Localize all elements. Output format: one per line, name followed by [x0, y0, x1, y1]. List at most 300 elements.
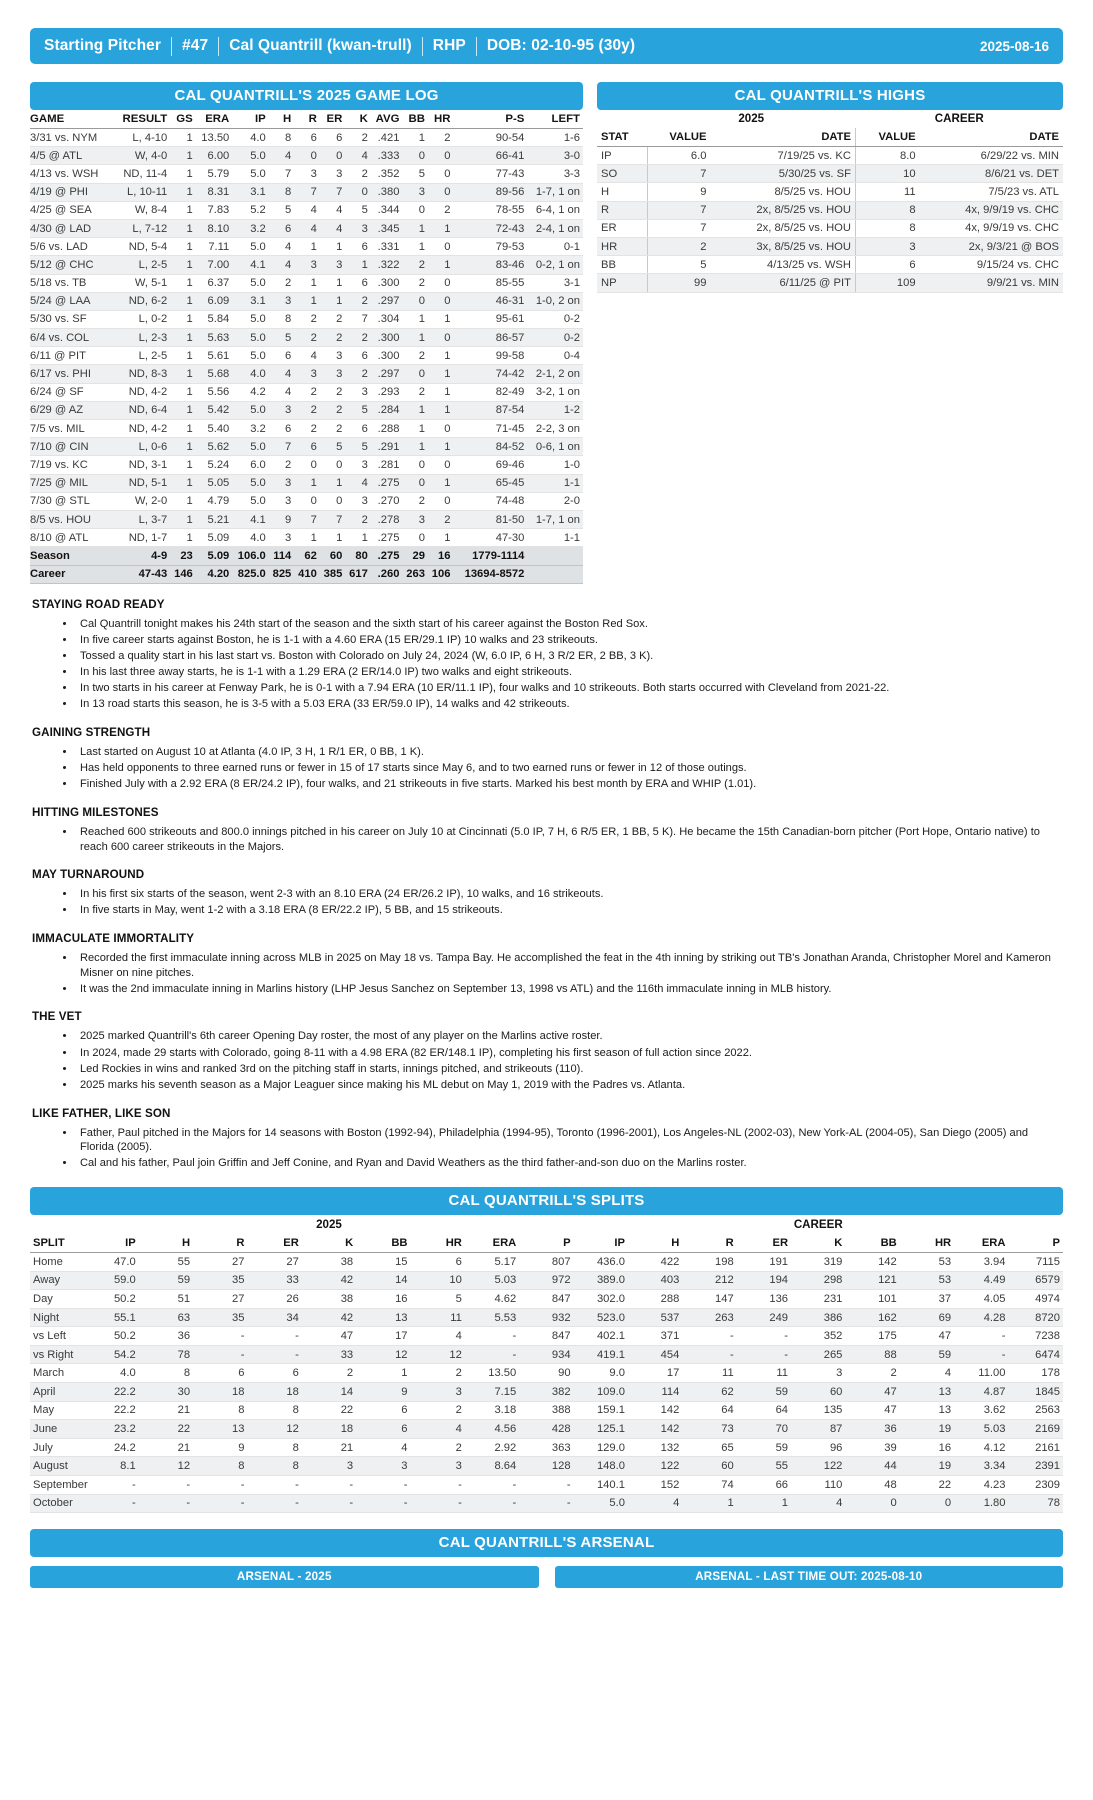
game-log-cell: 6: [269, 219, 295, 237]
game-log-cell: 1: [170, 219, 196, 237]
game-log-cell: .288: [371, 420, 403, 438]
splits-row: [30, 1345, 1063, 1364]
game-log-cell: 0: [402, 456, 428, 474]
game-log-cell: 4: [345, 147, 371, 165]
game-log-cell: 5.09: [196, 529, 233, 547]
game-log-cell: 0: [345, 183, 371, 201]
splits-cell: 9: [193, 1438, 247, 1457]
highs-cell: 9: [647, 183, 710, 201]
game-log-cell: 1: [320, 274, 346, 292]
game-log-cell: 0: [402, 474, 428, 492]
splits-cell: 21: [139, 1438, 193, 1457]
splits-col-3: R: [193, 1234, 247, 1253]
game-log-cell: 1: [402, 310, 428, 328]
game-log-cell: 6: [345, 238, 371, 256]
splits-cell: 142: [628, 1401, 682, 1420]
game-log-cell: 3: [320, 256, 346, 274]
game-log-cell: 0: [428, 147, 454, 165]
splits-col-15: BB: [845, 1234, 899, 1253]
game-log-cell: 8.31: [196, 183, 233, 201]
game-log-cell: 8: [269, 183, 295, 201]
splits-col-18: P: [1008, 1234, 1063, 1253]
game-log-cell: 5.68: [196, 365, 233, 383]
note-item: • Has held opponents to three earned runs or fewer in 15 of 17 starts since May 6, and to two earned runs or fewer in 12 of those outings.: [76, 761, 1063, 776]
splits-cell: 148.0: [574, 1457, 628, 1476]
splits-cell: 363: [519, 1438, 573, 1457]
splits-cell: 537: [628, 1308, 682, 1327]
splits-cell: 125.1: [574, 1420, 628, 1439]
note-item: • Father, Paul pitched in the Majors for 14 seasons with Boston (1992-94), Philadelphia (1994-95), Toronto (1996-2001), Los Angeles-NL (2002-03), New York-AL (2004-05), San Diego (2005) and Florida (2005).: [76, 1126, 1063, 1155]
splits-cell: 7238: [1008, 1327, 1063, 1346]
game-log-cell: 5.0: [232, 401, 269, 419]
highs-cell: 4/13/25 vs. WSH: [710, 256, 855, 274]
splits-cell: 6579: [1008, 1271, 1063, 1290]
splits-cell: 7.15: [465, 1383, 519, 1402]
splits-cell: 15: [356, 1252, 410, 1271]
highs-cell: 2: [647, 237, 710, 255]
game-log-cell: 1: [170, 274, 196, 292]
splits-col-12: R: [682, 1234, 736, 1253]
highs-cell: 99: [647, 274, 710, 292]
game-log-cell: 1: [170, 201, 196, 219]
splits-cell: 4974: [1008, 1290, 1063, 1309]
game-log-cell: 1: [402, 129, 428, 147]
splits-cell: 3: [356, 1457, 410, 1476]
game-log-cell: 3: [269, 529, 295, 547]
game-log-row: [30, 329, 583, 347]
splits-cell: 8: [247, 1457, 301, 1476]
game-log-total-cell: [527, 565, 583, 583]
note-list: [30, 745, 1063, 792]
game-log-cell: 1: [320, 529, 346, 547]
game-log-cell: 5.0: [232, 274, 269, 292]
game-log-cell: 1-6: [527, 129, 583, 147]
splits-cell: 8: [139, 1364, 193, 1383]
note-item: • 2025 marked Quantrill's 6th career Opening Day roster, the most of any player on the Marlins active roster.: [76, 1029, 1063, 1044]
splits-cell: 6474: [1008, 1345, 1063, 1364]
game-log-cell: 2: [320, 329, 346, 347]
splits-cell: 140.1: [574, 1476, 628, 1495]
player-dob: DOB: 02-10-95 (30y): [486, 37, 636, 54]
highs-cell: 4x, 9/9/19 vs. CHC: [920, 201, 1063, 219]
game-log-cell: 4: [269, 147, 295, 165]
game-log-cell: 2: [320, 401, 346, 419]
splits-cell: -: [411, 1494, 465, 1513]
game-log-cell: 0: [428, 165, 454, 183]
game-log-row: [30, 438, 583, 456]
game-log-row: [30, 474, 583, 492]
splits-cell: -: [193, 1345, 247, 1364]
splits-col-2: H: [139, 1234, 193, 1253]
splits-cell: 4.28: [954, 1308, 1008, 1327]
highs-cell: 2x, 8/5/25 vs. HOU: [710, 219, 855, 237]
game-log-cell: W, 5-1: [114, 274, 170, 292]
splits-cell: October: [30, 1494, 84, 1513]
note-heading: IMMACULATE IMMORTALITY: [32, 932, 195, 946]
game-log-col-p-s: P-S: [453, 110, 527, 129]
game-log-cell: 1-7, 1 on: [527, 183, 583, 201]
splits-cell: 386: [791, 1308, 845, 1327]
highs-cell: 5/30/25 vs. SF: [710, 165, 855, 183]
player-header-identity: [44, 37, 635, 56]
highs-cell: 8: [855, 201, 919, 219]
game-log-cell: 5.0: [232, 165, 269, 183]
splits-cell: 352: [791, 1327, 845, 1346]
game-log-cell: 6.37: [196, 274, 233, 292]
splits-cell: 2: [411, 1438, 465, 1457]
splits-cell: 34: [247, 1308, 301, 1327]
game-log-cell: 5.84: [196, 310, 233, 328]
game-log-cell: 0-2: [527, 329, 583, 347]
game-log-cell: .278: [371, 510, 403, 528]
note-list: [30, 951, 1063, 996]
game-log-cell: 0-2: [527, 310, 583, 328]
highs-row: [597, 165, 1063, 183]
game-log-cell: 6-4, 1 on: [527, 201, 583, 219]
game-log-cell: 0: [320, 492, 346, 510]
note-list: [30, 1126, 1063, 1171]
splits-cell: 191: [737, 1252, 791, 1271]
splits-col-1: IP: [84, 1234, 138, 1253]
note-item: • In five starts in May, went 1-2 with a 3.18 ERA (8 ER/22.2 IP), 5 BB, and 15 strikeouts.: [76, 903, 1063, 918]
game-log-cell: 1: [402, 219, 428, 237]
highs-table: [597, 110, 1063, 293]
game-log-cell: 2-2, 3 on: [527, 420, 583, 438]
game-log-cell: .300: [371, 329, 403, 347]
game-log-col-ip: IP: [232, 110, 269, 129]
game-log-cell: 1: [294, 529, 320, 547]
game-log-cell: 1: [428, 347, 454, 365]
splits-cell: 55: [139, 1252, 193, 1271]
game-log-cell: 4/30 @ LAD: [30, 219, 114, 237]
game-log-cell: .297: [371, 292, 403, 310]
splits-cell: Home: [30, 1252, 84, 1271]
highs-col-1: VALUE: [647, 128, 710, 147]
splits-cell: 8: [247, 1438, 301, 1457]
game-log-cell: 7: [269, 438, 295, 456]
splits-cell: 22: [900, 1476, 954, 1495]
splits-group-row: [30, 1215, 1063, 1234]
game-log-cell: 1: [170, 183, 196, 201]
splits-cell: -: [356, 1494, 410, 1513]
splits-cell: 2309: [1008, 1476, 1063, 1495]
game-log-cell: ND, 3-1: [114, 456, 170, 474]
game-log-cell: 0: [294, 456, 320, 474]
splits-row: [30, 1401, 1063, 1420]
splits-cell: March: [30, 1364, 84, 1383]
game-log-total-cell: 1779-1114: [453, 547, 527, 565]
splits-cell: 66: [737, 1476, 791, 1495]
highs-cell: 2x, 8/5/25 vs. HOU: [710, 201, 855, 219]
arsenal-last-time-out-label: ARSENAL - LAST TIME OUT: 2025-08-10: [555, 1566, 1064, 1588]
game-log-cell: 6: [320, 129, 346, 147]
splits-cell: 4.05: [954, 1290, 1008, 1309]
game-log-cell: 1: [402, 401, 428, 419]
game-log-cell: 4/5 @ ATL: [30, 147, 114, 165]
game-log-cell: 2: [428, 129, 454, 147]
highs-col-4: DATE: [920, 128, 1063, 147]
game-log-cell: 0: [428, 456, 454, 474]
splits-cell: 3: [302, 1457, 356, 1476]
game-log-cell: L, 7-12: [114, 219, 170, 237]
splits-cell: 159.1: [574, 1401, 628, 1420]
game-log-cell: 3: [269, 401, 295, 419]
splits-cell: 11: [411, 1308, 465, 1327]
game-log-total-cell: Season: [30, 547, 114, 565]
game-log-cell: 3: [402, 510, 428, 528]
splits-row: [30, 1420, 1063, 1439]
game-log-cell: 1: [170, 365, 196, 383]
splits-cell: 2391: [1008, 1457, 1063, 1476]
game-log-cell: 6: [269, 420, 295, 438]
splits-cell: -: [682, 1345, 736, 1364]
game-log-row: [30, 129, 583, 147]
splits-cell: 1: [356, 1364, 410, 1383]
splits-cell: -: [519, 1476, 573, 1495]
splits-cell: 27: [193, 1252, 247, 1271]
game-log-cell: 6.00: [196, 147, 233, 165]
game-log-cell: 1-0, 2 on: [527, 292, 583, 310]
game-log-cell: 4: [294, 201, 320, 219]
splits-cell: 4: [411, 1420, 465, 1439]
splits-cell: 403: [628, 1271, 682, 1290]
game-log-cell: 4: [269, 238, 295, 256]
highs-cell: 6/29/22 vs. MIN: [920, 147, 1063, 165]
splits-cell: 37: [900, 1290, 954, 1309]
game-log-cell: 4: [269, 256, 295, 274]
game-log-cell: 3-0: [527, 147, 583, 165]
game-log-cell: ND, 6-2: [114, 292, 170, 310]
splits-cell: -: [356, 1476, 410, 1495]
highs-body: [597, 147, 1063, 293]
game-log-cell: 2: [402, 274, 428, 292]
splits-cell: 288: [628, 1290, 682, 1309]
splits-cell: 5.53: [465, 1308, 519, 1327]
splits-cell: 121: [845, 1271, 899, 1290]
game-log-row: [30, 219, 583, 237]
note-item: • Finished July with a 2.92 ERA (8 ER/24.2 IP), four walks, and 21 strikeouts in five starts. Marked his best month by ERA and WHIP (1.01).: [76, 777, 1063, 792]
game-log-cell: 5.0: [232, 238, 269, 256]
splits-col-13: ER: [737, 1234, 791, 1253]
game-log-cell: .322: [371, 256, 403, 274]
game-log-cell: 5.40: [196, 420, 233, 438]
splits-cell: 422: [628, 1252, 682, 1271]
highs-cell: 2x, 9/3/21 @ BOS: [920, 237, 1063, 255]
splits-cell: 162: [845, 1308, 899, 1327]
splits-cell: 73: [682, 1420, 736, 1439]
game-log-cell: W, 4-0: [114, 147, 170, 165]
game-log-cell: 4: [320, 201, 346, 219]
game-log-total-cell: 80: [345, 547, 371, 565]
splits-cell: 3: [411, 1383, 465, 1402]
splits-cell: 16: [356, 1290, 410, 1309]
game-log-cell: 0: [402, 147, 428, 165]
splits-cell: 90: [519, 1364, 573, 1383]
game-log-total-cell: 410: [294, 565, 320, 583]
splits-cell: 3: [791, 1364, 845, 1383]
game-log-total-cell: 5.09: [196, 547, 233, 565]
splits-cell: 6: [356, 1420, 410, 1439]
splits-cell: 33: [302, 1345, 356, 1364]
game-log-total-cell: [527, 547, 583, 565]
game-log-cell: 2: [345, 510, 371, 528]
highs-cell: 3: [855, 237, 919, 255]
splits-cell: 16: [900, 1438, 954, 1457]
game-log-row: [30, 347, 583, 365]
game-log-cell: 7: [294, 183, 320, 201]
game-log-cell: 6/11 @ PIT: [30, 347, 114, 365]
splits-cell: -: [465, 1476, 519, 1495]
highs-header-row: [597, 128, 1063, 147]
note-item: • 2025 marks his seventh season as a Major Leaguer since making his ML debut on May 1, 2019 with the Padres vs. Atlanta.: [76, 1078, 1063, 1093]
note-item: • In his last three away starts, he is 1-1 with a 1.29 ERA (2 ER/14.0 IP) two walks and eight strikeouts.: [76, 665, 1063, 680]
game-log-table: [30, 110, 583, 584]
game-log-cell: 3: [345, 383, 371, 401]
game-log-total-cell: 13694-8572: [453, 565, 527, 583]
game-log-cell: ND, 6-4: [114, 401, 170, 419]
splits-cell: April: [30, 1383, 84, 1402]
game-log-cell: 5.62: [196, 438, 233, 456]
game-log-cell: 2: [320, 383, 346, 401]
game-log-cell: 4.1: [232, 256, 269, 274]
splits-cell: 18: [302, 1420, 356, 1439]
splits-cell: 8720: [1008, 1308, 1063, 1327]
highs-cell: 109: [855, 274, 919, 292]
splits-cell: 419.1: [574, 1345, 628, 1364]
splits-cell: 64: [737, 1401, 791, 1420]
splits-cell: 47: [302, 1327, 356, 1346]
splits-cell: 13: [900, 1383, 954, 1402]
splits-cell: -: [247, 1345, 301, 1364]
splits-cell: 38: [302, 1252, 356, 1271]
game-log-row: [30, 510, 583, 528]
splits-cell: 74: [682, 1476, 736, 1495]
game-log-cell: .333: [371, 147, 403, 165]
splits-cell: 3.34: [954, 1457, 1008, 1476]
player-name: Cal Quantrill (kwan-trull): [229, 37, 412, 54]
splits-cell: 249: [737, 1308, 791, 1327]
splits-cell: 4.62: [465, 1290, 519, 1309]
game-log-cell: 3.2: [232, 219, 269, 237]
game-log-cell: 4: [269, 383, 295, 401]
highs-cell: SO: [597, 165, 647, 183]
report-date: 2025-08-16: [979, 38, 1049, 54]
splits-cell: 35: [193, 1271, 247, 1290]
splits-col-14: K: [791, 1234, 845, 1253]
highs-row: [597, 183, 1063, 201]
splits-cell: 59: [900, 1345, 954, 1364]
game-log-total-cell: 4-9: [114, 547, 170, 565]
splits-cell: 18: [193, 1383, 247, 1402]
game-log-total-cell: 23: [170, 547, 196, 565]
splits-cell: 65: [682, 1438, 736, 1457]
splits-cell: 54.2: [84, 1345, 138, 1364]
splits-cell: -: [84, 1476, 138, 1495]
game-log-cell: 0-1: [527, 238, 583, 256]
game-log-cell: ND, 1-7: [114, 529, 170, 547]
splits-col-17: ERA: [954, 1234, 1008, 1253]
game-log-cell: 2: [428, 510, 454, 528]
splits-cell: 53: [900, 1252, 954, 1271]
game-log-cell: 1: [294, 274, 320, 292]
game-log-cell: 5.2: [232, 201, 269, 219]
splits-cell: 5.03: [465, 1271, 519, 1290]
game-log-cell: 1: [428, 438, 454, 456]
game-log-cell: 1: [170, 456, 196, 474]
game-log-cell: 5/12 @ CHC: [30, 256, 114, 274]
note-item: • Cal Quantrill tonight makes his 24th start of the season and the sixth start of his career against the Boston Red Sox.: [76, 617, 1063, 632]
game-log-cell: .284: [371, 401, 403, 419]
splits-cell: 48: [845, 1476, 899, 1495]
game-log-row: [30, 274, 583, 292]
game-log-cell: 4: [294, 219, 320, 237]
splits-cell: September: [30, 1476, 84, 1495]
game-log-cell: L, 2-3: [114, 329, 170, 347]
splits-cell: 22: [139, 1420, 193, 1439]
splits-section: [30, 1187, 1063, 1513]
game-log-row: [30, 201, 583, 219]
game-log-cell: 2: [320, 420, 346, 438]
game-log-row: [30, 256, 583, 274]
splits-cell: 0: [900, 1494, 954, 1513]
highs-cell: 7: [647, 201, 710, 219]
game-log-total-cell: 825: [269, 565, 295, 583]
game-log-total-cell: 16: [428, 547, 454, 565]
splits-cell: 13: [900, 1401, 954, 1420]
splits-cell: 142: [628, 1420, 682, 1439]
game-log-cell: 9: [269, 510, 295, 528]
highs-cell: ER: [597, 219, 647, 237]
highs-cell: 5: [647, 256, 710, 274]
game-log-cell: 2: [345, 129, 371, 147]
game-log-col-h: H: [269, 110, 295, 129]
game-log-cell: 0: [428, 492, 454, 510]
game-log-cell: 4.79: [196, 492, 233, 510]
splits-row: [30, 1457, 1063, 1476]
note-item: • In 13 road starts this season, he is 3-5 with a 5.03 ERA (33 ER/59.0 IP), 14 walks and 42 strikeouts.: [76, 697, 1063, 712]
header-divider: [476, 37, 477, 56]
splits-cell: 42: [302, 1308, 356, 1327]
splits-cell: 175: [845, 1327, 899, 1346]
game-log-cell: 1: [345, 529, 371, 547]
splits-cell: Away: [30, 1271, 84, 1290]
game-log-section: [30, 82, 583, 584]
splits-cell: -: [954, 1345, 1008, 1364]
game-log-cell: .304: [371, 310, 403, 328]
game-log-cell: 7: [320, 510, 346, 528]
note-heading: GAINING STRENGTH: [32, 726, 151, 740]
splits-cell: -: [302, 1494, 356, 1513]
game-log-cell: 1: [294, 292, 320, 310]
game-log-cell: 2: [428, 201, 454, 219]
game-log-cell: 1: [428, 383, 454, 401]
game-log-total-cell: Career: [30, 565, 114, 583]
splits-cell: 2: [411, 1364, 465, 1383]
splits-cell: 55: [737, 1457, 791, 1476]
splits-cell: -: [247, 1494, 301, 1513]
top-section: [30, 82, 1063, 584]
game-log-cell: 5: [345, 438, 371, 456]
game-log-cell: 1-0: [527, 456, 583, 474]
game-log-cell: 3: [294, 165, 320, 183]
splits-cell: 932: [519, 1308, 573, 1327]
game-log-cell: 0: [320, 147, 346, 165]
splits-cell: 8.64: [465, 1457, 519, 1476]
game-log-cell: L, 0-2: [114, 310, 170, 328]
game-log-cell: 3.1: [232, 292, 269, 310]
game-log-cell: 2: [402, 256, 428, 274]
game-log-cell: 1: [170, 401, 196, 419]
